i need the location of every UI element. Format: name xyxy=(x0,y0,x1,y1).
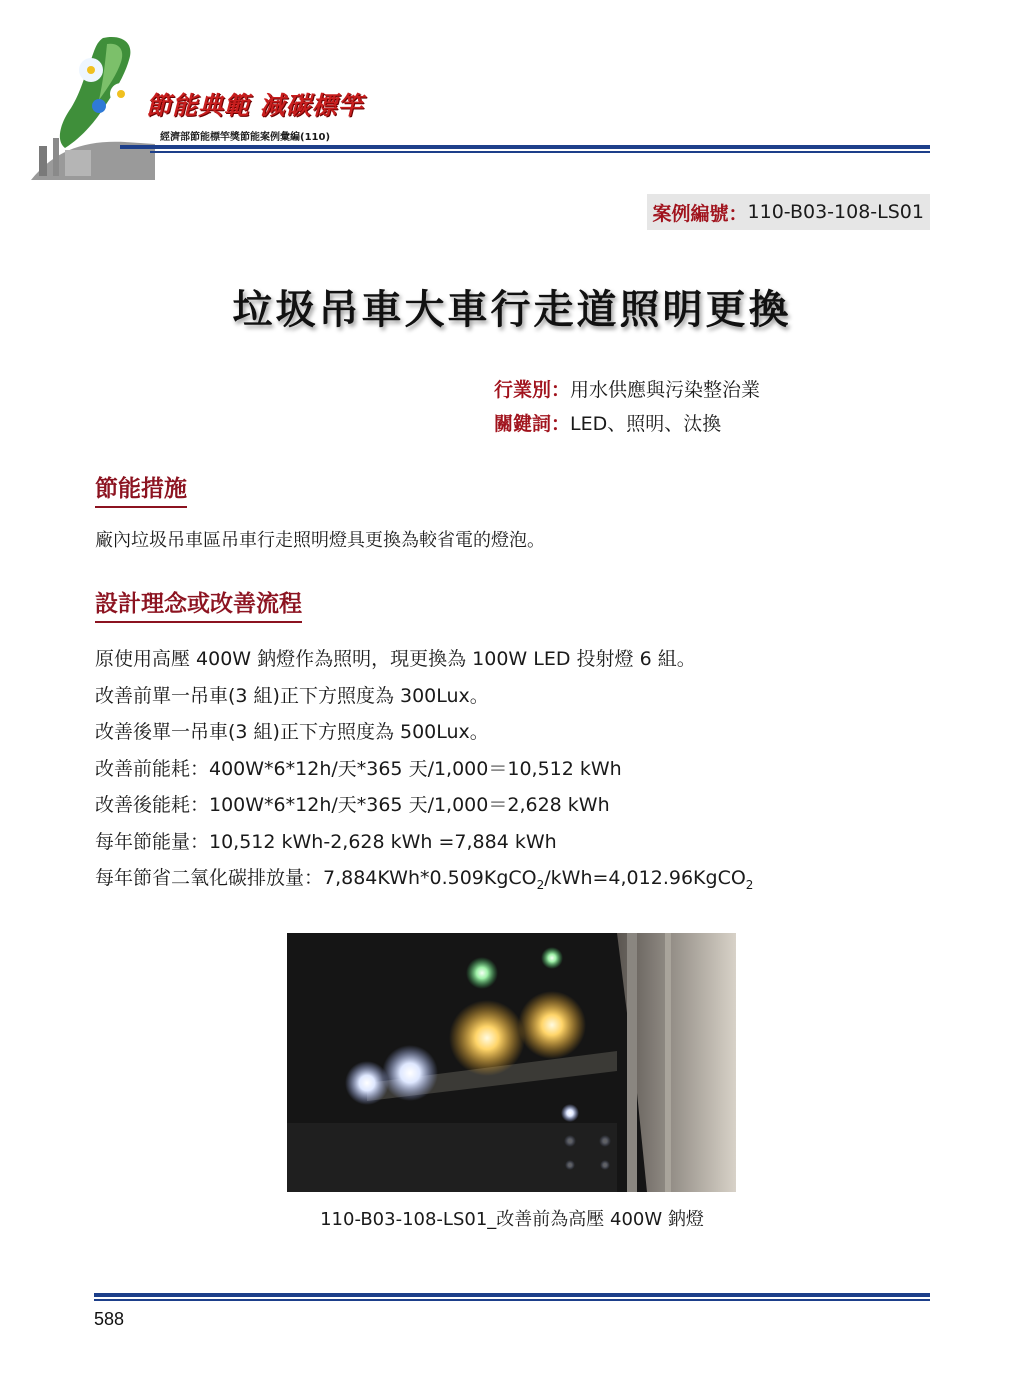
keywords-value: LED、照明、汰換 xyxy=(570,413,722,435)
design-line: 改善前能耗：400W*6*12h/天*365 天/1,000＝10,512 kWh xyxy=(95,757,622,780)
industry-value: 用水供應與污染整治業 xyxy=(570,379,761,401)
keywords-row xyxy=(494,407,760,441)
section-heading-design: 設計理念或改善流程 xyxy=(95,585,302,623)
co2-text-part1: 每年節省二氧化碳排放量：7,884KWh*0.509KgCO xyxy=(95,867,537,889)
brand-subtitle: 經濟部節能標竿獎節能案例彙編(110) xyxy=(160,132,331,143)
design-line: 改善前單一吊車(3 組)正下方照度為 300Lux。 xyxy=(95,684,489,707)
header-divider xyxy=(120,145,930,149)
case-number-label: 案例編號： xyxy=(652,202,748,225)
footer-divider-thin xyxy=(94,1299,930,1301)
lighting-photo-image xyxy=(287,933,736,1192)
measure-text: 廠內垃圾吊車區吊車行走照明燈具更換為較省電的燈泡。 xyxy=(95,530,545,551)
footer-divider xyxy=(94,1293,930,1297)
co2-subscript: 2 xyxy=(536,878,545,892)
industry-row xyxy=(494,373,760,407)
design-text-block xyxy=(95,641,753,904)
design-line: 改善後單一吊車(3 組)正下方照度為 500Lux。 xyxy=(95,721,489,743)
case-number-box xyxy=(647,194,930,230)
section-heading-measure: 節能措施 xyxy=(95,470,187,508)
design-line: 改善後能耗：100W*6*12h/天*365 天/1,000＝2,628 kWh xyxy=(95,794,610,816)
page-title: 垃圾吊車大車行走道照明更換 xyxy=(232,287,792,333)
case-number-value: 110-B03-108-LS01 xyxy=(747,201,924,223)
brand-title: 節能典範 減碳標竿 xyxy=(146,91,364,120)
page-number: 588 xyxy=(94,1309,125,1329)
header-divider-thin xyxy=(150,151,930,153)
lighting-photo xyxy=(287,933,736,1192)
taiwan-logo-icon xyxy=(25,30,165,180)
page-header xyxy=(0,0,1024,185)
co2-subscript: 2 xyxy=(745,878,754,892)
design-line: 原使用高壓 400W 鈉燈作為照明，現更換為 100W LED 投射燈 6 組。 xyxy=(95,648,696,670)
co2-line xyxy=(95,860,753,904)
keywords-label: 關鍵詞： xyxy=(494,413,571,435)
co2-text-part2: /kWh=4,012.96KgCO xyxy=(544,867,746,889)
design-line: 每年節能量：10,512 kWh-2,628 kWh =7,884 kWh xyxy=(95,830,557,853)
case-meta xyxy=(494,373,760,441)
photo-caption: 110-B03-108-LS01_改善前為高壓 400W 鈉燈 xyxy=(320,1209,704,1230)
industry-label: 行業別： xyxy=(494,379,571,401)
